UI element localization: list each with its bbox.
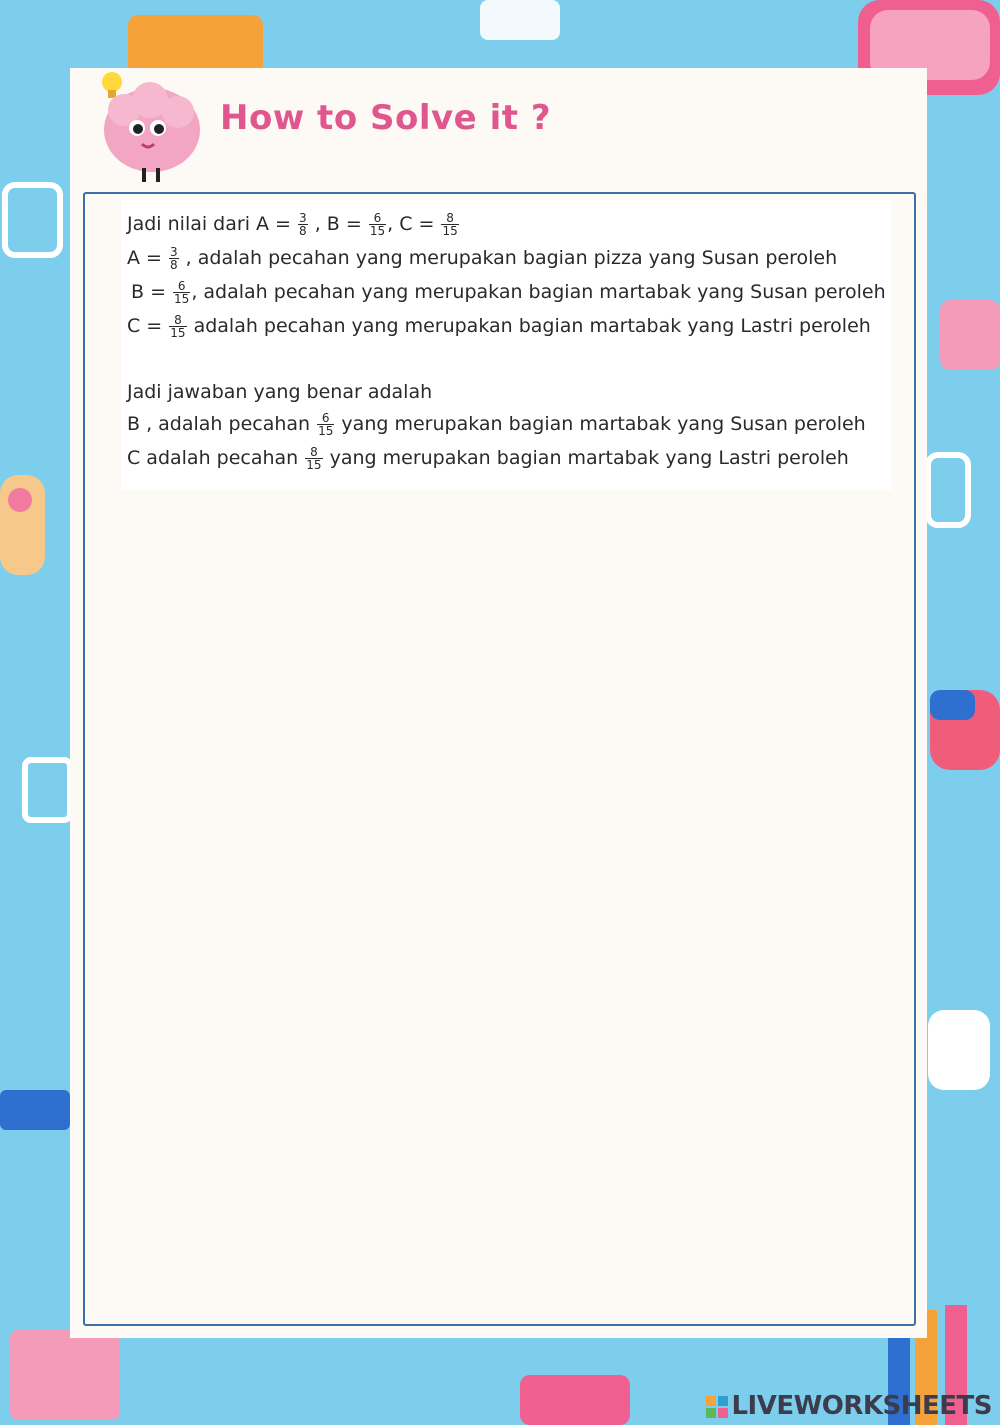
- fraction-numerator: 8: [305, 446, 322, 459]
- fraction-denominator: 15: [442, 224, 458, 238]
- line-text: B =: [131, 281, 173, 303]
- line-text: adalah pecahan yang merupakan bagian martabak yang Lastri peroleh: [187, 315, 871, 337]
- line-text: , adalah pecahan yang merupakan bagian pizza yang Susan peroleh: [179, 247, 838, 269]
- fraction-numerator: 3: [170, 245, 178, 259]
- solution-line-1: [127, 212, 460, 237]
- solution-text: [121, 200, 891, 490]
- fraction: [369, 212, 386, 237]
- fraction-numerator: 6: [173, 280, 190, 293]
- solution-line-6: [127, 412, 866, 437]
- brain-mascot-icon: [92, 68, 212, 188]
- line-text: yang merupakan bagian martabak yang Susan peroleh: [335, 413, 866, 435]
- fraction-denominator: 15: [306, 458, 322, 472]
- fraction: [169, 314, 186, 339]
- fraction: [441, 212, 458, 237]
- line-text: C adalah pecahan: [127, 447, 305, 469]
- fraction: [169, 246, 179, 271]
- solution-line-7: [127, 446, 849, 471]
- fraction-numerator: 6: [317, 412, 334, 425]
- liveworksheets-logo: [706, 1391, 992, 1421]
- fraction: [298, 212, 308, 237]
- fraction: [317, 412, 334, 437]
- line-text: C =: [127, 315, 169, 337]
- fraction-denominator: 15: [318, 424, 334, 438]
- fraction: [173, 280, 190, 305]
- solution-line-2: [127, 246, 837, 271]
- fraction-denominator: 15: [170, 326, 186, 340]
- line-text: , adalah pecahan yang merupakan bagian martabak yang Susan peroleh: [191, 281, 886, 303]
- brand-name: LIVEWORKSHEETS: [731, 1391, 992, 1421]
- solution-line-3: [131, 280, 886, 305]
- answer-frame: [83, 192, 916, 1326]
- fraction-numerator: 3: [299, 211, 307, 225]
- fraction-numerator: 8: [169, 314, 186, 327]
- fraction: [305, 446, 322, 471]
- live-badge-icon: [706, 1396, 728, 1418]
- fraction-denominator: 15: [369, 224, 386, 238]
- line-text: , B =: [308, 213, 368, 235]
- fraction-numerator: 8: [441, 212, 458, 225]
- line-text: , C =: [387, 213, 441, 235]
- line-text: Jadi jawaban yang benar adalah: [127, 381, 433, 403]
- solution-line-5: [127, 380, 432, 404]
- line-text: Jadi nilai dari A =: [127, 213, 298, 235]
- line-text: A =: [127, 247, 168, 269]
- fraction-denominator: 15: [174, 292, 190, 306]
- line-text: yang merupakan bagian martabak yang Lastri peroleh: [323, 447, 849, 469]
- page-title: How to Solve it ?: [220, 98, 552, 138]
- worksheet-page: [70, 68, 927, 1338]
- fraction-denominator: 8: [299, 224, 307, 238]
- fraction-denominator: 8: [170, 258, 178, 272]
- line-text: B , adalah pecahan: [127, 413, 317, 435]
- fraction-numerator: 6: [369, 212, 386, 225]
- solution-line-4: [127, 314, 871, 339]
